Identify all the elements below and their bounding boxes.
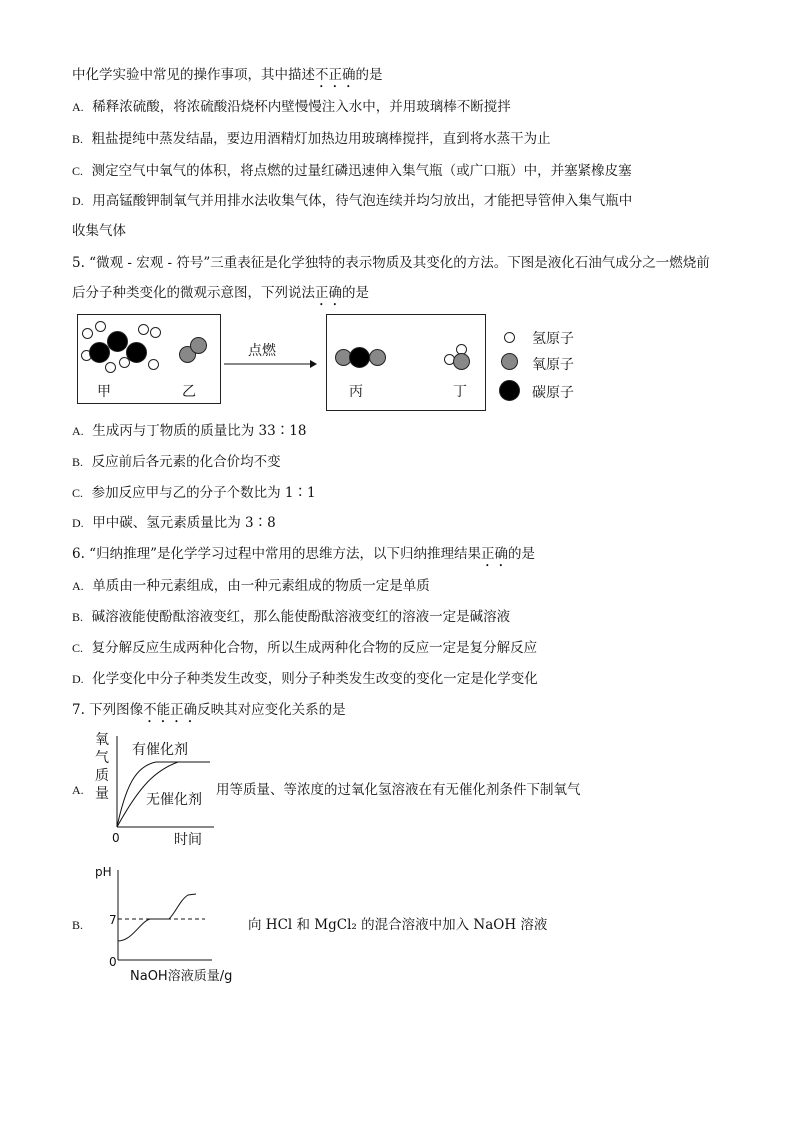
option-text: 复分解反应生成两种化合物，所以生成两种化合物的反应一定是复分解反应 — [91, 640, 538, 656]
label-bing: 丙 — [349, 384, 363, 400]
q6-stem-end: 的是 — [507, 546, 535, 562]
q6-option-d — [72, 670, 538, 688]
q7-option-a-letter — [72, 781, 84, 799]
q4-stem-text: 中化学实验中常见的操作事项，其中描述 — [72, 67, 315, 83]
hydrogen-atom — [82, 328, 93, 339]
q4-option-a — [72, 98, 511, 116]
legend-oxygen-icon — [501, 353, 518, 370]
q7-option-b-letter — [72, 916, 83, 934]
carbon-atom — [349, 347, 370, 368]
legend-hydrogen-label: 氢原子 — [532, 331, 574, 347]
option-letter: C. — [72, 641, 84, 655]
label-yi: 乙 — [182, 384, 196, 400]
option-text: 单质由一种元素组成，由一种元素组成的物质一定是单质 — [92, 578, 430, 594]
q5-stem-line1: 5. “微观 - 宏观 - 符号”三重表征是化学独特的表示物质及其变化的方法。下图是液化石油气成分之一燃烧前 — [72, 255, 710, 271]
q6-stem — [72, 545, 535, 570]
carbon-atom — [126, 342, 147, 363]
curve-label-with-catalyst: 有催化剂 — [132, 742, 188, 758]
q7-option-b-text: 向 HCl 和 MgCl₂ 的混合溶液中加入 NaOH 溶液 — [248, 917, 548, 933]
option-text: 参加反应甲与乙的分子个数比为 1∶1 — [91, 485, 316, 501]
carbon-atom — [107, 331, 128, 352]
oxygen-atom — [190, 337, 207, 354]
q7-graph-a — [92, 730, 222, 848]
option-text: 生成丙与丁物质的质量比为 33∶18 — [92, 423, 307, 439]
q6-option-a — [72, 577, 430, 595]
option-letter: D. — [72, 516, 84, 530]
q7-stem — [72, 701, 346, 726]
option-text: 用高锰酸钾制氧气并用排水法收集气体，待气泡连续并均匀放出，才能把导管伸入集气瓶中 — [92, 193, 633, 209]
ph-curve — [118, 894, 196, 941]
option-letter: B. — [72, 132, 84, 146]
y-label-char: 气 — [95, 750, 109, 766]
option-letter: C. — [72, 486, 84, 500]
graph-b-x-label: NaOH溶液质量/g — [130, 969, 233, 984]
q7-stem-end: 反映其对应变化关系的是 — [197, 702, 346, 718]
y-label-char: 量 — [95, 786, 109, 802]
q4-stem-end: 的是 — [355, 67, 383, 83]
q5-option-b — [72, 453, 281, 471]
reactants-box — [77, 314, 221, 404]
q5-option-c — [72, 484, 316, 502]
q5-option-d — [72, 514, 276, 532]
option-letter: D. — [72, 672, 84, 686]
option-text: 甲中碳、氢元素质量比为 3∶8 — [92, 515, 276, 531]
q6-option-c — [72, 639, 537, 657]
q5-stem-text: 后分子种类变化的微观示意图，下列说法 — [72, 285, 315, 301]
graph-a-x-label: 时间 — [174, 832, 202, 848]
hydrogen-atom — [105, 362, 116, 373]
q6-stem-text: 6. “归纳推理”是化学学习过程中常用的思维方法，以下归纳推理结果 — [72, 546, 481, 562]
oxygen-atom — [369, 349, 386, 366]
legend-carbon-label: 碳原子 — [532, 385, 574, 401]
q4-option-b — [72, 130, 551, 148]
option-letter: B. — [72, 455, 84, 469]
hydrogen-atom — [150, 327, 161, 338]
q7-stem-emphasis: 不能正确 — [143, 702, 198, 718]
q5-option-a — [72, 422, 306, 440]
q7-option-a-text: 用等质量、等浓度的过氧化氢溶液在有无催化剂条件下制氧气 — [216, 782, 581, 798]
hydrogen-atom — [95, 321, 106, 332]
graph-b-tick-7: 7 — [109, 913, 117, 927]
option-text: 测定空气中氧气的体积，将点燃的过量红磷迅速伸入集气瓶（或广口瓶）中，并塞紧橡皮塞 — [91, 163, 632, 179]
q6-stem-emphasis: 正确 — [480, 546, 508, 562]
option-letter: A. — [72, 100, 84, 114]
option-text: 稀释浓硫酸，将浓硫酸沿烧杯内壁慢慢注入水中，并用玻璃棒不断搅拌 — [92, 99, 511, 115]
option-letter: C. — [72, 164, 84, 178]
q4-stem — [72, 66, 383, 91]
option-text: 化学变化中分子种类发生改变，则分子种类发生改变的变化一定是化学变化 — [92, 671, 538, 687]
q4-stem-emphasis: 不正确 — [315, 67, 356, 83]
hydrogen-atom — [138, 324, 149, 335]
option-letter: A. — [72, 424, 84, 438]
legend-carbon-icon — [499, 380, 520, 401]
curve-label-without-catalyst: 无催化剂 — [146, 792, 202, 808]
arrow-label-ignite: 点燃 — [248, 343, 276, 359]
oxygen-atom — [453, 353, 470, 370]
reaction-arrow-icon — [222, 358, 318, 370]
q4-option-c — [72, 162, 632, 180]
legend-oxygen-label: 氧原子 — [532, 357, 574, 373]
label-ding: 丁 — [453, 384, 467, 400]
q5-stem-end: 的是 — [342, 285, 369, 301]
option-text: 反应前后各元素的化合价均不变 — [91, 454, 281, 470]
q4-option-d — [72, 192, 632, 210]
option-letter: A. — [72, 783, 84, 797]
graph-a-origin: 0 — [112, 831, 120, 845]
option-letter: A. — [72, 579, 84, 593]
graph-b-y-label: pH — [95, 865, 112, 879]
y-label-char: 氧 — [95, 732, 109, 748]
q7-stem-text: 7. 下列图像 — [72, 702, 144, 718]
hydrogen-atom — [148, 359, 159, 370]
products-box — [326, 314, 486, 411]
option-letter: B. — [72, 918, 84, 932]
option-text: 碱溶液能使酚酞溶液变红，那么能使酚酞溶液变红的溶液一定是碱溶液 — [91, 609, 511, 625]
option-letter: D. — [72, 194, 84, 208]
graph-b-origin: 0 — [109, 955, 117, 969]
label-jia: 甲 — [97, 384, 111, 400]
q6-option-b — [72, 608, 510, 626]
option-letter: B. — [72, 610, 84, 624]
y-label-char: 质 — [95, 768, 109, 784]
q5-stem-line2 — [72, 284, 369, 309]
q5-stem-emphasis: 正确 — [315, 285, 342, 301]
option-text: 粗盐提纯中蒸发结晶，要边用酒精灯加热边用玻璃棒搅拌，直到将水蒸干为止 — [91, 131, 551, 147]
q7-graph-b — [92, 862, 252, 988]
q4-option-d-continued: 收集气体 — [72, 223, 126, 239]
legend-hydrogen-icon — [504, 332, 515, 343]
